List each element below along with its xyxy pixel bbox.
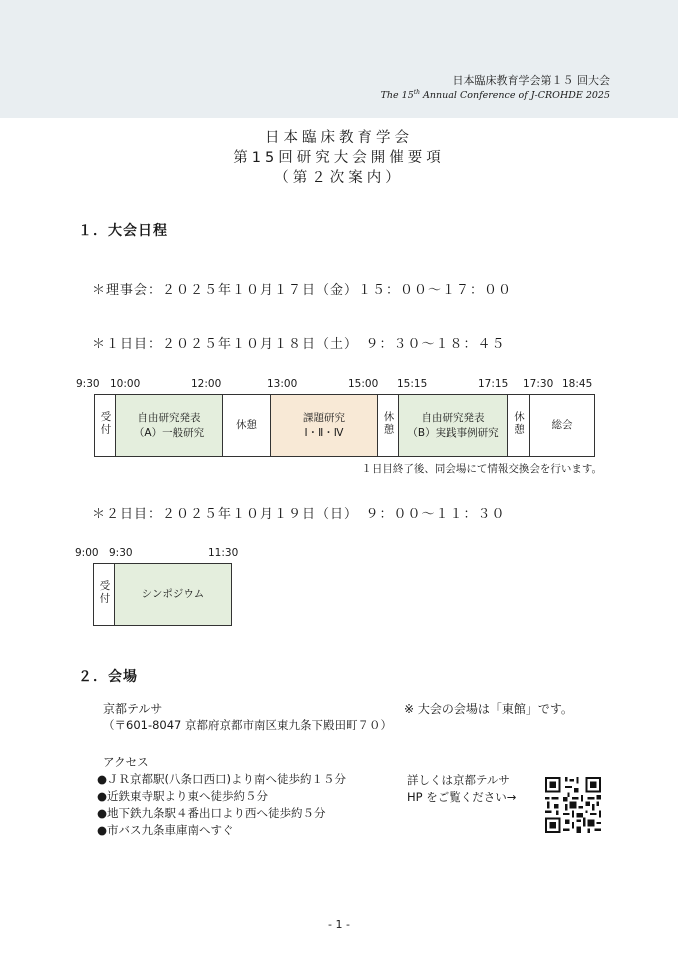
- details-text-1: 詳しくは京都テルサ: [407, 773, 510, 787]
- section-heading-schedule: １．大会日程: [78, 223, 168, 239]
- access-item: ●地下鉄九条駅４番出口より西へ徒歩約５分: [97, 806, 326, 820]
- day1-note: １日目終了後、同会場にて情報交換会を行います。: [361, 463, 602, 475]
- day1-general-meeting-cell: 総会: [530, 395, 595, 457]
- day1-tick: 18:45: [562, 378, 593, 390]
- day1-tick: 13:00: [267, 378, 298, 390]
- venue-notice: ※ 大会の会場は「東館」です。: [404, 702, 573, 716]
- day1-tick: 10:00: [110, 378, 141, 390]
- details-text-2: HP をご覧ください→: [407, 790, 517, 804]
- day1-break1-cell: 休憩: [223, 395, 271, 457]
- day1-reception-cell: 受付: [95, 395, 116, 457]
- day1-tick: 15:15: [397, 378, 428, 390]
- day1-project-cell: 課題研究 Ⅰ・Ⅱ・Ⅳ: [271, 395, 378, 457]
- day1-line: ＊１日目：２０２５年１０月１８日（土） ９：３０～１８：４５: [92, 337, 506, 352]
- access-item: ●市バス九条車庫南へすぐ: [97, 823, 234, 837]
- day2-schedule-table: [93, 563, 232, 626]
- day1-session-b-cell: 自由研究発表 （B）実践事例研究: [399, 395, 508, 457]
- day2-reception-cell: 受付: [94, 564, 115, 626]
- day1-tick: 9:30: [76, 378, 100, 390]
- page-number: - 1 -: [328, 918, 350, 931]
- section-heading-venue: ２．会場: [78, 669, 138, 685]
- day1-session-a-cell: 自由研究発表 （A）一般研究: [116, 395, 223, 457]
- conference-name-ja: 日本臨床教育学会第１５ 回大会: [452, 74, 610, 87]
- venue-address: （〒601-8047 京都府京都市南区東九条下殿田町７０）: [103, 718, 393, 732]
- day1-tick: 17:15: [478, 378, 509, 390]
- venue-name: 京都テルサ: [103, 702, 163, 716]
- qr-code-icon[interactable]: [545, 777, 601, 833]
- board-meeting-line: ＊理事会：２０２５年１０月１７日（金）１５：００～１７：００: [92, 283, 513, 298]
- day1-tick: 17:30: [523, 378, 554, 390]
- title-line-2: 第15回研究大会開催要項: [233, 150, 445, 166]
- day2-tick: 9:30: [109, 547, 133, 559]
- access-item: ●近鉄東寺駅より東へ徒歩約５分: [97, 789, 269, 803]
- day1-schedule-table: [94, 394, 595, 457]
- day1-tick: 15:00: [348, 378, 379, 390]
- title-line-1: 日本臨床教育学会: [265, 130, 413, 146]
- day2-line: ＊２日目：２０２５年１０月１９日（日） ９：００～１１：３０: [92, 507, 506, 522]
- access-label: アクセス: [103, 755, 149, 769]
- day2-tick: 11:30: [208, 547, 239, 559]
- day2-tick: 9:00: [75, 547, 99, 559]
- title-line-3: （第２次案内）: [274, 170, 404, 186]
- conference-name-en: The 15th Annual Conference of J-CROHDE 2025: [380, 89, 610, 102]
- day1-break2-cell: 休憩: [378, 395, 399, 457]
- day1-tick: 12:00: [191, 378, 222, 390]
- day2-symposium-cell: シンポジウム: [115, 564, 232, 626]
- access-item: ●ＪＲ京都駅(八条口西口)より南へ徒歩約１５分: [97, 772, 347, 786]
- day1-break3-cell: 休憩: [508, 395, 530, 457]
